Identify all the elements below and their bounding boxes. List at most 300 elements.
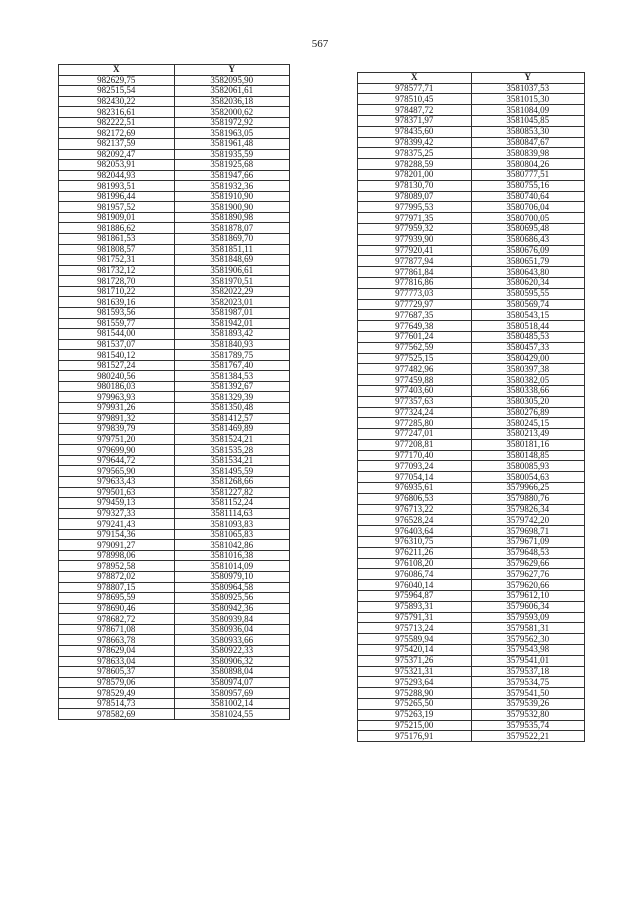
table-row <box>59 255 290 266</box>
cell-y: 3579593,09 <box>471 612 585 623</box>
cell-y: 3581350,48 <box>174 403 290 414</box>
table-row <box>59 445 290 456</box>
cell-x: 975420,14 <box>358 645 472 656</box>
table-row <box>59 709 290 720</box>
cell-x: 977285,80 <box>358 418 472 429</box>
cell-x: 981728,70 <box>59 276 175 287</box>
cell-x: 976310,75 <box>358 537 472 548</box>
cell-x: 981639,16 <box>59 297 175 308</box>
cell-y: 3579880,76 <box>471 493 585 504</box>
table-row <box>358 612 585 623</box>
cell-y: 3579629,66 <box>471 558 585 569</box>
cell-y: 3581789,75 <box>174 350 290 361</box>
table-row <box>59 550 290 561</box>
cell-x: 981593,56 <box>59 307 175 318</box>
table-row <box>358 699 585 710</box>
cell-x: 978579,06 <box>59 677 175 688</box>
table-row <box>59 603 290 614</box>
cell-y: 3581002,14 <box>174 698 290 709</box>
cell-x: 981808,57 <box>59 244 175 255</box>
cell-x: 978288,59 <box>358 159 472 170</box>
cell-x: 975589,94 <box>358 634 472 645</box>
cell-y: 3581037,53 <box>471 83 585 94</box>
cell-x: 978514,73 <box>59 698 175 709</box>
table-row <box>59 645 290 656</box>
table-row <box>59 307 290 318</box>
cell-y: 3581227,82 <box>174 487 290 498</box>
cell-y: 3580922,33 <box>174 645 290 656</box>
table-row <box>59 318 290 329</box>
cell-y: 3581925,68 <box>174 160 290 171</box>
table-row <box>358 331 585 342</box>
cell-x: 982222,51 <box>59 117 175 128</box>
cell-y: 3581932,36 <box>174 181 290 192</box>
cell-x: 977971,35 <box>358 213 472 224</box>
cell-y: 3580338,66 <box>471 385 585 396</box>
cell-x: 981732,12 <box>59 265 175 276</box>
table-row <box>358 504 585 515</box>
table-row <box>59 572 290 583</box>
cell-x: 981909,01 <box>59 212 175 223</box>
table-row <box>59 498 290 509</box>
table-row <box>59 329 290 340</box>
cell-x: 982515,54 <box>59 86 175 97</box>
cell-y: 3580543,15 <box>471 310 585 321</box>
cell-x: 979839,79 <box>59 424 175 435</box>
cell-y: 3580595,55 <box>471 288 585 299</box>
cell-y: 3581963,05 <box>174 128 290 139</box>
table-row <box>358 407 585 418</box>
cell-y: 3580755,16 <box>471 180 585 191</box>
cell-x: 982172,69 <box>59 128 175 139</box>
cell-y: 3582022,29 <box>174 286 290 297</box>
table-row <box>358 180 585 191</box>
cell-y: 3580181,16 <box>471 439 585 450</box>
table-row <box>59 339 290 350</box>
cell-x: 978399,42 <box>358 137 472 148</box>
table-row <box>59 656 290 667</box>
cell-y: 3581268,66 <box>174 476 290 487</box>
cell-x: 978529,49 <box>59 688 175 699</box>
table-row <box>59 476 290 487</box>
cell-x: 980240,56 <box>59 371 175 382</box>
cell-y: 3579966,25 <box>471 483 585 494</box>
table-row <box>358 137 585 148</box>
cell-x: 977054,14 <box>358 472 472 483</box>
table-row <box>358 634 585 645</box>
table-row <box>59 360 290 371</box>
cell-x: 981540,12 <box>59 350 175 361</box>
table-row <box>358 709 585 720</box>
cell-y: 3579671,09 <box>471 537 585 548</box>
cell-x: 977861,84 <box>358 267 472 278</box>
cell-x: 981544,00 <box>59 329 175 340</box>
cell-x: 978371,97 <box>358 115 472 126</box>
table-row <box>358 580 585 591</box>
cell-y: 3580839,98 <box>471 148 585 159</box>
cell-x: 982044,93 <box>59 170 175 181</box>
table-row <box>59 635 290 646</box>
cell-x: 976086,74 <box>358 569 472 580</box>
cell-x: 981861,53 <box>59 234 175 245</box>
table-row <box>59 677 290 688</box>
cell-y: 3581015,30 <box>471 94 585 105</box>
cell-x: 978633,04 <box>59 656 175 667</box>
cell-y: 3580148,85 <box>471 450 585 461</box>
table-row <box>59 149 290 160</box>
column-header-y: Y <box>471 73 585 84</box>
table-row <box>59 466 290 477</box>
table-row <box>358 126 585 137</box>
cell-x: 975371,26 <box>358 655 472 666</box>
cell-x: 975791,31 <box>358 612 472 623</box>
cell-y: 3580933,66 <box>174 635 290 646</box>
cell-y: 3581970,51 <box>174 276 290 287</box>
cell-y: 3581042,86 <box>174 540 290 551</box>
table-row <box>358 515 585 526</box>
cell-x: 977601,24 <box>358 331 472 342</box>
table-row <box>358 277 585 288</box>
cell-y: 3581329,39 <box>174 392 290 403</box>
table-row <box>358 655 585 666</box>
cell-y: 3580518,44 <box>471 321 585 332</box>
cell-x: 976806,53 <box>358 493 472 504</box>
table-row <box>358 310 585 321</box>
table-row <box>358 234 585 245</box>
cell-y: 3581840,93 <box>174 339 290 350</box>
cell-x: 975713,24 <box>358 623 472 634</box>
table-row <box>59 202 290 213</box>
table-row <box>59 582 290 593</box>
column-header-x: X <box>59 65 175 76</box>
cell-x: 977773,03 <box>358 288 472 299</box>
cell-y: 3582036,18 <box>174 96 290 107</box>
table-row <box>358 353 585 364</box>
cell-y: 3582023,01 <box>174 297 290 308</box>
column-header-x: X <box>358 73 472 84</box>
cell-y: 3581893,42 <box>174 329 290 340</box>
cell-x: 982629,75 <box>59 75 175 86</box>
cell-x: 979501,63 <box>59 487 175 498</box>
cell-y: 3580777,51 <box>471 169 585 180</box>
table-row <box>59 667 290 678</box>
cell-y: 3580939,84 <box>174 614 290 625</box>
table-row <box>358 537 585 548</box>
table-row <box>59 424 290 435</box>
table-row <box>358 429 585 440</box>
cell-x: 978671,08 <box>59 624 175 635</box>
cell-y: 3580276,89 <box>471 407 585 418</box>
table-row <box>358 299 585 310</box>
cell-x: 979565,90 <box>59 466 175 477</box>
cell-x: 976040,14 <box>358 580 472 591</box>
cell-y: 3582000,62 <box>174 107 290 118</box>
table-header-row <box>59 65 290 76</box>
table-row <box>59 107 290 118</box>
table-row <box>59 540 290 551</box>
table-row <box>358 245 585 256</box>
table-row <box>358 115 585 126</box>
cell-x: 978201,00 <box>358 169 472 180</box>
cell-y: 3581152,24 <box>174 498 290 509</box>
table-row <box>358 202 585 213</box>
table-row <box>59 117 290 128</box>
table-row <box>358 191 585 202</box>
cell-x: 978435,60 <box>358 126 472 137</box>
cell-y: 3581534,21 <box>174 455 290 466</box>
cell-y: 3581987,01 <box>174 307 290 318</box>
cell-x: 975964,87 <box>358 591 472 602</box>
cell-x: 978682,72 <box>59 614 175 625</box>
table-row <box>358 483 585 494</box>
cell-y: 3581014,09 <box>174 561 290 572</box>
table-row <box>59 413 290 424</box>
cell-y: 3579534,75 <box>471 677 585 688</box>
cell-x: 982316,61 <box>59 107 175 118</box>
cell-x: 981710,22 <box>59 286 175 297</box>
cell-y: 3581869,70 <box>174 234 290 245</box>
column-header-y: Y <box>174 65 290 76</box>
cell-x: 978872,02 <box>59 572 175 583</box>
table-row <box>358 288 585 299</box>
cell-x: 975263,19 <box>358 709 472 720</box>
cell-y: 3581084,09 <box>471 105 585 116</box>
cell-x: 978582,69 <box>59 709 175 720</box>
table-row <box>59 529 290 540</box>
cell-y: 3581535,28 <box>174 445 290 456</box>
table-row <box>59 392 290 403</box>
table-row <box>358 375 585 386</box>
cell-x: 978663,78 <box>59 635 175 646</box>
table-body-right <box>358 83 585 742</box>
table-body-left <box>59 75 290 719</box>
cell-x: 978510,45 <box>358 94 472 105</box>
table-row <box>358 396 585 407</box>
table-row <box>59 698 290 709</box>
cell-y: 3580925,56 <box>174 593 290 604</box>
table-row <box>358 450 585 461</box>
cell-y: 3582061,61 <box>174 86 290 97</box>
table-row <box>358 731 585 742</box>
table-row <box>59 519 290 530</box>
cell-y: 3580054,63 <box>471 472 585 483</box>
table-row <box>358 591 585 602</box>
table-row <box>59 614 290 625</box>
table-row <box>358 645 585 656</box>
cell-y: 3580706,04 <box>471 202 585 213</box>
cell-y: 3580485,53 <box>471 331 585 342</box>
cell-x: 978998,06 <box>59 550 175 561</box>
cell-x: 979644,72 <box>59 455 175 466</box>
table-row <box>358 342 585 353</box>
table-row <box>358 159 585 170</box>
table-row <box>59 96 290 107</box>
cell-y: 3581947,66 <box>174 170 290 181</box>
table-row <box>358 364 585 375</box>
table-row <box>59 86 290 97</box>
coordinates-table-right <box>357 72 585 742</box>
cell-x: 976211,26 <box>358 547 472 558</box>
table-row <box>59 191 290 202</box>
cell-x: 977170,40 <box>358 450 472 461</box>
table-row <box>358 439 585 450</box>
cell-y: 3581524,21 <box>174 434 290 445</box>
table-row <box>59 403 290 414</box>
cell-y: 3580853,30 <box>471 126 585 137</box>
cell-x: 978605,37 <box>59 667 175 678</box>
cell-x: 979963,93 <box>59 392 175 403</box>
cell-x: 975321,31 <box>358 666 472 677</box>
cell-y: 3579606,34 <box>471 601 585 612</box>
table-row <box>358 666 585 677</box>
cell-x: 975176,91 <box>358 731 472 742</box>
table-row <box>59 160 290 171</box>
table-row <box>358 569 585 580</box>
cell-x: 975215,00 <box>358 720 472 731</box>
cell-x: 978577,71 <box>358 83 472 94</box>
cell-y: 3579522,21 <box>471 731 585 742</box>
cell-y: 3580620,34 <box>471 277 585 288</box>
table-row <box>358 105 585 116</box>
table-row <box>59 688 290 699</box>
cell-y: 3581848,69 <box>174 255 290 266</box>
cell-x: 979327,33 <box>59 508 175 519</box>
table-row <box>358 688 585 699</box>
cell-y: 3581384,53 <box>174 371 290 382</box>
cell-y: 3581093,83 <box>174 519 290 530</box>
cell-x: 977093,24 <box>358 461 472 472</box>
table-row <box>59 561 290 572</box>
cell-y: 3580695,48 <box>471 223 585 234</box>
cell-y: 3581935,59 <box>174 149 290 160</box>
cell-x: 977920,41 <box>358 245 472 256</box>
cell-x: 975288,90 <box>358 688 472 699</box>
page-number: 567 <box>311 38 329 50</box>
cell-x: 977959,32 <box>358 223 472 234</box>
cell-x: 981993,51 <box>59 181 175 192</box>
cell-y: 3579742,20 <box>471 515 585 526</box>
cell-x: 979751,20 <box>59 434 175 445</box>
cell-x: 980186,03 <box>59 381 175 392</box>
cell-y: 3581972,92 <box>174 117 290 128</box>
table-row <box>358 385 585 396</box>
cell-y: 3580700,05 <box>471 213 585 224</box>
table-row <box>59 170 290 181</box>
table-row <box>358 472 585 483</box>
cell-y: 3580429,00 <box>471 353 585 364</box>
cell-x: 978629,04 <box>59 645 175 656</box>
cell-x: 981957,52 <box>59 202 175 213</box>
cell-x: 977649,38 <box>358 321 472 332</box>
cell-x: 975893,31 <box>358 601 472 612</box>
cell-y: 3579612,10 <box>471 591 585 602</box>
cell-y: 3581392,67 <box>174 381 290 392</box>
table-row <box>358 321 585 332</box>
cell-x: 977877,94 <box>358 256 472 267</box>
table-row <box>358 267 585 278</box>
table-row <box>358 547 585 558</box>
table-row <box>358 720 585 731</box>
cell-y: 3580245,15 <box>471 418 585 429</box>
cell-y: 3582095,90 <box>174 75 290 86</box>
table-row <box>358 623 585 634</box>
cell-x: 981886,62 <box>59 223 175 234</box>
cell-y: 3580213,49 <box>471 429 585 440</box>
cell-x: 981527,24 <box>59 360 175 371</box>
cell-x: 982092,47 <box>59 149 175 160</box>
cell-y: 3580686,43 <box>471 234 585 245</box>
cell-y: 3581495,59 <box>174 466 290 477</box>
table-row <box>59 286 290 297</box>
cell-x: 977403,60 <box>358 385 472 396</box>
cell-y: 3580906,32 <box>174 656 290 667</box>
table-row <box>59 223 290 234</box>
cell-x: 978695,59 <box>59 593 175 604</box>
cell-y: 3581900,90 <box>174 202 290 213</box>
cell-x: 977208,81 <box>358 439 472 450</box>
table-row <box>59 593 290 604</box>
cell-y: 3579532,80 <box>471 709 585 720</box>
cell-x: 975293,64 <box>358 677 472 688</box>
table-row <box>358 213 585 224</box>
cell-y: 3580804,26 <box>471 159 585 170</box>
cell-x: 981996,44 <box>59 191 175 202</box>
table-row <box>59 508 290 519</box>
cell-x: 981752,31 <box>59 255 175 266</box>
cell-x: 979459,13 <box>59 498 175 509</box>
cell-y: 3580643,80 <box>471 267 585 278</box>
cell-y: 3579826,34 <box>471 504 585 515</box>
cell-x: 977687,35 <box>358 310 472 321</box>
cell-y: 3579648,53 <box>471 547 585 558</box>
cell-y: 3580457,33 <box>471 342 585 353</box>
cell-y: 3581910,90 <box>174 191 290 202</box>
table-row <box>358 526 585 537</box>
cell-x: 977247,01 <box>358 429 472 440</box>
cell-y: 3581890,98 <box>174 212 290 223</box>
cell-y: 3581016,38 <box>174 550 290 561</box>
cell-x: 981537,07 <box>59 339 175 350</box>
table-row <box>59 265 290 276</box>
table-row <box>358 256 585 267</box>
cell-x: 978130,70 <box>358 180 472 191</box>
cell-y: 3579539,26 <box>471 699 585 710</box>
cell-x: 976935,61 <box>358 483 472 494</box>
cell-x: 979241,43 <box>59 519 175 530</box>
table-row <box>59 276 290 287</box>
table-row <box>358 601 585 612</box>
table-row <box>59 244 290 255</box>
cell-x: 978690,46 <box>59 603 175 614</box>
cell-y: 3579581,31 <box>471 623 585 634</box>
cell-y: 3581469,89 <box>174 424 290 435</box>
table-row <box>59 434 290 445</box>
cell-y: 3580898,04 <box>174 667 290 678</box>
cell-x: 979931,26 <box>59 403 175 414</box>
table-row <box>358 418 585 429</box>
table-row <box>59 128 290 139</box>
table-row <box>59 487 290 498</box>
table-row <box>59 371 290 382</box>
cell-y: 3580979,10 <box>174 572 290 583</box>
cell-x: 977562,59 <box>358 342 472 353</box>
cell-y: 3580676,09 <box>471 245 585 256</box>
table-row <box>59 181 290 192</box>
table-row <box>358 677 585 688</box>
cell-x: 977459,88 <box>358 375 472 386</box>
cell-x: 976403,64 <box>358 526 472 537</box>
cell-y: 3581045,85 <box>471 115 585 126</box>
